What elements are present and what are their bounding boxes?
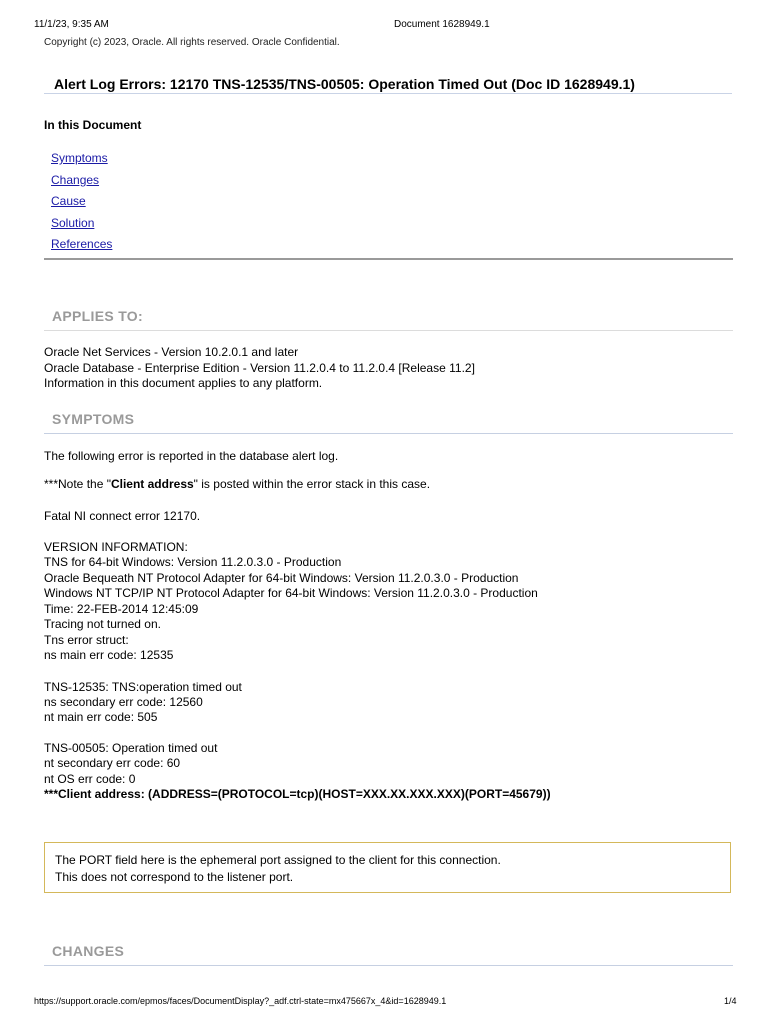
version-line: Tracing not turned on. [44, 617, 161, 631]
tns00505-line: nt OS err code: 0 [44, 772, 136, 786]
note-box-line: This does not correspond to the listener port. [55, 870, 294, 884]
version-line: Oracle Bequeath NT Protocol Adapter for 64-bit Windows: Version 11.2.0.3.0 - Production [44, 571, 519, 585]
note-bold: Client address [110, 477, 194, 491]
print-page-number: 1/4 [724, 996, 737, 1006]
symptoms-heading [44, 411, 733, 434]
changes-heading-text: CHANGES [52, 943, 125, 959]
version-line: Windows NT TCP/IP NT Protocol Adapter for 64-bit Windows: Version 11.2.0.3.0 - Production [44, 586, 538, 600]
tns00505-line: nt secondary err code: 60 [44, 756, 181, 770]
applies-to-line: Oracle Net Services - Version 10.2.0.1 and later [44, 345, 299, 359]
symptoms-intro: The following error is reported in the database alert log. [44, 449, 339, 463]
toc-link-cause[interactable]: Cause [51, 194, 86, 208]
print-datetime: 11/1/23, 9:35 AM [34, 19, 109, 30]
tns12535-line: TNS-12535: TNS:operation timed out [44, 680, 242, 694]
version-line: TNS for 64-bit Windows: Version 11.2.0.3.0 - Production [44, 555, 342, 569]
applies-to-line: Oracle Database - Enterprise Edition - Version 11.2.0.4 to 11.2.0.4 [Release 11.2] [44, 361, 475, 375]
note-box [44, 842, 731, 893]
toc-links [51, 148, 112, 256]
toc-heading: In this Document [44, 118, 142, 132]
applies-to-line: Information in this document applies to any platform. [44, 376, 323, 390]
toc-link-solution[interactable]: Solution [51, 215, 95, 230]
symptoms-note [44, 477, 430, 491]
note-prefix: ***Note the " [44, 477, 111, 491]
tns12535-line: nt main err code: 505 [44, 710, 158, 724]
copyright-notice: Copyright (c) 2023, Oracle. All rights reserved. Oracle Confidential. [44, 37, 340, 48]
print-footer-url: https://support.oracle.com/epmos/faces/DocumentDisplay?_adf.ctrl-state=mx475667x_4&id=1628949.1 [34, 996, 447, 1006]
version-line: Time: 22-FEB-2014 12:45:09 [44, 602, 199, 616]
tns00505-line: TNS-00505: Operation timed out [44, 741, 218, 755]
tns12535-line: ns secondary err code: 12560 [44, 695, 203, 709]
toc-link-symptoms[interactable]: Symptoms [51, 151, 108, 165]
title-bar [44, 71, 732, 94]
applies-to-heading-text: APPLIES TO: [52, 308, 143, 324]
version-line: VERSION INFORMATION: [44, 540, 188, 554]
version-line: Tns error struct: [44, 633, 129, 647]
note-box-line: The PORT field here is the ephemeral port assigned to the client for this connection. [55, 853, 501, 867]
fatal-error-line: Fatal NI connect error 12170. [44, 509, 201, 523]
print-doc-name: Document 1628949.1 [394, 19, 490, 30]
toc-link-references[interactable]: References [51, 237, 113, 251]
note-suffix: " is posted within the error stack in this case. [193, 477, 431, 491]
client-address-line: ***Client address: (ADDRESS=(PROTOCOL=tcp)(HOST=XXX.XX.XXX.XXX)(PORT=45679)) [44, 787, 551, 801]
version-line: ns main err code: 12535 [44, 648, 174, 662]
toc-link-changes[interactable]: Changes [51, 172, 100, 187]
changes-heading [44, 943, 733, 966]
document-title: Alert Log Errors: 12170 TNS-12535/TNS-00505: Operation Timed Out (Doc ID 1628949.1) [54, 76, 635, 92]
toc-divider [44, 258, 733, 260]
symptoms-heading-text: SYMPTOMS [52, 411, 135, 427]
applies-to-heading [44, 308, 733, 331]
